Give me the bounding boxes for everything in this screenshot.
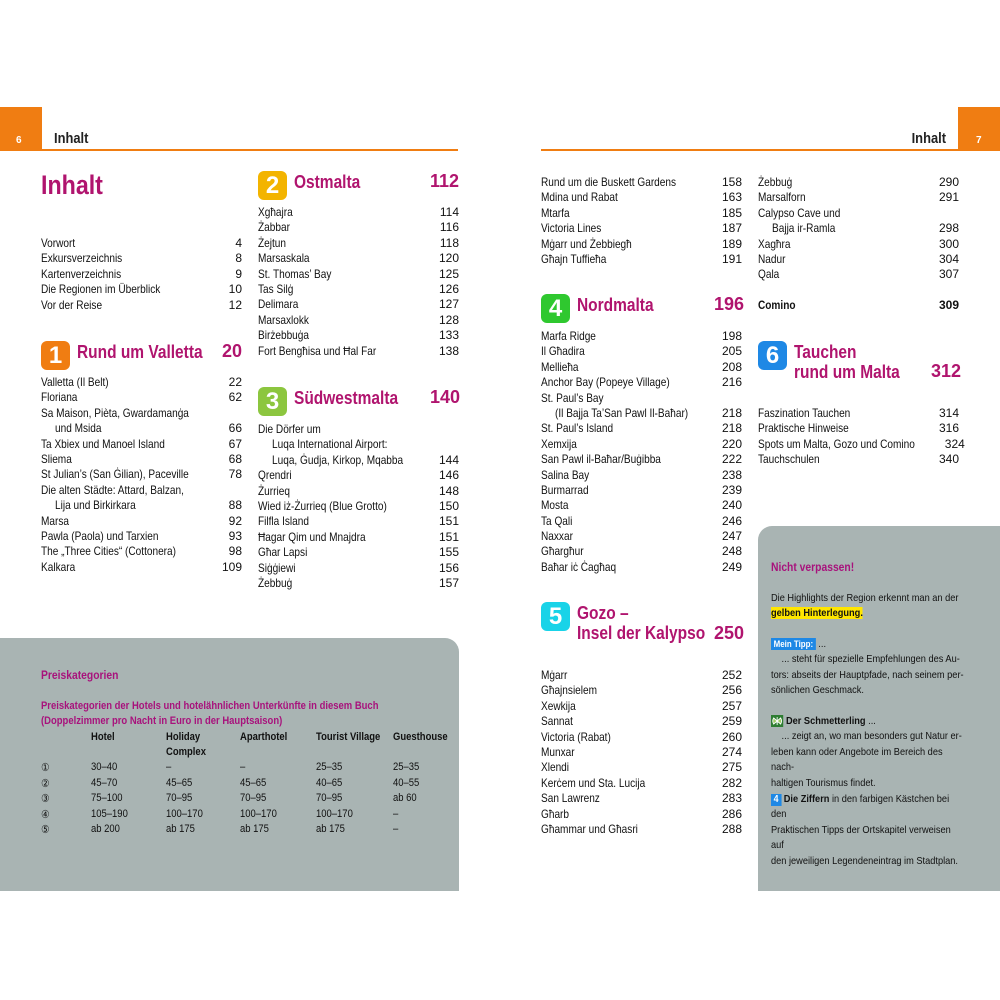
toc-row[interactable]: Filfla Island 151 (258, 514, 459, 529)
toc-row[interactable]: Die Regionen im Überblick 10 (41, 282, 242, 297)
price-col-header: Complex (166, 746, 206, 758)
price-col-header: Guesthouse (393, 731, 448, 743)
toc-row[interactable]: Kerċem und Sta. Lucija 282 (541, 775, 742, 790)
section-6-title: Tauchen rund um Malta (794, 342, 900, 382)
section-1-list (41, 375, 242, 575)
section-3-page: 140 (430, 387, 461, 407)
section-5-heading[interactable] (541, 602, 726, 643)
toc-row[interactable]: Għarb 286 (541, 806, 742, 821)
price-cell: – (240, 761, 246, 773)
toc-row[interactable]: Żebbuġ 157 (258, 575, 459, 590)
toc-row[interactable]: San Lawrenz 283 (541, 791, 742, 806)
right-header-title: Inhalt (911, 130, 946, 147)
toc-row[interactable]: und Msida 66 (55, 421, 242, 436)
toc-row[interactable]: Tas Silġ 126 (258, 281, 459, 296)
tip-ziffern: 4 Die Ziffern in den farbigen Kästchen bei den Praktischen Tipps der Ortskapitel verweisen auf den jeweiligen Legendeneintrag im Stadtplan. (771, 793, 958, 867)
section-1-badge: 1 (41, 341, 70, 370)
price-category: ④ (41, 809, 50, 821)
toc-row[interactable]: Salina Bay 238 (541, 467, 742, 482)
price-cell: 100–170 (240, 808, 277, 820)
section-5-badge: 5 (541, 602, 570, 631)
toc-row-comino[interactable]: Comino 309 (758, 298, 959, 313)
price-cell: 40–65 (316, 777, 343, 789)
toc-row[interactable]: Bajja ir-Ramla 298 (772, 221, 959, 236)
toc-row[interactable]: Rund um die Buskett Gardens 158 (541, 175, 742, 189)
price-cell: ab 175 (316, 823, 345, 835)
section-2-heading[interactable] (258, 171, 371, 200)
section-1-title: Rund um Valletta (77, 342, 203, 362)
section-2-badge: 2 (258, 171, 287, 200)
toc-row[interactable]: Mġarr und Żebbiegħ 189 (541, 236, 742, 251)
toc-row[interactable]: Mtarfa 185 (541, 205, 742, 220)
toc-row[interactable]: Xlendi 275 (541, 760, 742, 775)
toc-row[interactable]: Għargħur 248 (541, 544, 742, 559)
toc-row[interactable]: St. Thomas’ Bay 125 (258, 266, 459, 281)
toc-row[interactable]: Għar Lapsi 155 (258, 545, 459, 560)
section-1-heading[interactable] (41, 341, 223, 370)
price-cell: 100–170 (316, 808, 353, 820)
toc-row[interactable]: St. Paul’s Island 218 (541, 421, 742, 436)
toc-row[interactable]: Vor der Reise 12 (41, 297, 242, 312)
toc-row[interactable]: Mdina und Rabat 163 (541, 190, 742, 205)
tip-highlights: Die Highlights der Region erkennt man an der gelben Hinterlegung. (771, 592, 959, 620)
mein-tipp-icon: Mein Tipp: (771, 638, 816, 650)
section-5-list-continued (758, 175, 959, 314)
price-col-header: Hotel (91, 731, 115, 743)
price-cell: 105–190 (91, 808, 128, 820)
toc-row[interactable]: Burmarrad 239 (541, 482, 742, 497)
toc-row[interactable]: Siġġiewi 156 (258, 560, 459, 575)
toc-row[interactable]: Munxar 274 (541, 744, 742, 759)
tip-box-title: Nicht verpassen! (771, 560, 855, 574)
section-1-page: 20 (222, 341, 243, 361)
toc-row[interactable]: Mellieħa 208 (541, 359, 742, 374)
price-cell: 40–55 (393, 777, 420, 789)
right-header-rule (541, 149, 1000, 151)
toc-row[interactable]: Il Għadira 205 (541, 344, 742, 359)
price-cell: 45–65 (166, 777, 193, 789)
section-3-badge: 3 (258, 387, 287, 416)
toc-row[interactable]: Marfa Ridge 198 (541, 329, 742, 343)
section-3-heading[interactable] (258, 387, 415, 416)
section-4-badge: 4 (541, 294, 570, 323)
price-cell: 75–100 (91, 792, 123, 804)
price-cell: 100–170 (166, 808, 203, 820)
toc-row[interactable]: Nadur 304 (758, 251, 959, 266)
toc-row[interactable]: Delimara 127 (258, 297, 459, 312)
number-box-icon: 4 (771, 794, 781, 806)
section-2-page: 112 (430, 171, 460, 191)
section-4-list (541, 329, 742, 575)
toc-row[interactable]: Qala 307 (758, 267, 959, 282)
price-category: ② (41, 778, 50, 790)
toc-row[interactable]: Marsalforn 291 (758, 190, 959, 205)
toc-row[interactable]: San Pawl il-Baħar/Buġibba 222 (541, 452, 742, 467)
section-3-title: Südwestmalta (294, 388, 399, 408)
section-2-list (258, 205, 459, 359)
price-table (41, 731, 451, 841)
toc-row[interactable]: Mosta 240 (541, 498, 742, 513)
price-cell: – (166, 761, 172, 773)
price-cell: 30–40 (91, 761, 118, 773)
left-page-number: 6 (16, 135, 22, 146)
spacer (758, 283, 959, 298)
toc-row[interactable]: Luqa International Airport: (272, 437, 388, 452)
section-6-page: 312 (931, 361, 962, 381)
toc-row[interactable]: Faszination Tauchen 314 (758, 406, 959, 420)
toc-row[interactable]: Victoria (Rabat) 260 (541, 729, 742, 744)
section-6-badge: 6 (758, 341, 787, 370)
toc-row[interactable]: Żurrieq 148 (258, 483, 459, 498)
price-cell: 70–95 (166, 792, 193, 804)
toc-row[interactable]: Marsaskala 120 (258, 251, 459, 266)
toc-row[interactable]: Ta Qali 246 (541, 513, 742, 528)
toc-row[interactable]: Baħar iċ Ċagħaq 249 (541, 559, 742, 574)
toc-row[interactable]: Ta Xbiex und Manoel Island 67 (41, 436, 242, 451)
highlight-marker: gelben Hinterlegung. (771, 607, 863, 620)
toc-row[interactable]: St Julian’s (San Ġilian), Paceville 78 (41, 467, 242, 482)
price-cell: 45–70 (91, 777, 118, 789)
price-cell: 70–95 (316, 792, 343, 804)
toc-row[interactable]: Mġarr 252 (541, 668, 742, 682)
price-category: ⑤ (41, 824, 50, 836)
toc-row[interactable]: Die alten Städte: Attard, Balzan, (41, 482, 184, 497)
toc-row[interactable]: Xewkija 257 (541, 698, 742, 713)
price-cell: ab 175 (166, 823, 195, 835)
toc-row[interactable]: Spots um Malta, Gozo und Comino 324 (758, 436, 965, 451)
toc-row[interactable]: Żebbuġ 290 (758, 175, 959, 189)
toc-row[interactable]: Kartenverzeichnis 9 (41, 266, 242, 281)
section-6-heading[interactable] (758, 341, 917, 382)
toc-row[interactable]: Anchor Bay (Popeye Village) 216 (541, 375, 742, 390)
section-4-title: Nordmalta (577, 295, 654, 315)
price-cell: 25–35 (316, 761, 343, 773)
toc-row[interactable]: (Il Bajja Ta’San Pawl Il-Baħar) 218 (555, 405, 742, 420)
toc-row[interactable]: Pawla (Paola) und Tarxien 93 (41, 528, 242, 543)
toc-row[interactable]: Naxxar 247 (541, 529, 742, 544)
left-header-rule (0, 149, 458, 151)
toc-row[interactable]: Calypso Cave und (758, 205, 841, 220)
section-2-title: Ostmalta (294, 172, 361, 192)
price-col-header: Aparthotel (240, 731, 288, 743)
toc-row[interactable]: Għajnsielem 256 (541, 683, 742, 698)
section-6-list (758, 406, 965, 468)
toc-row[interactable]: Marsaxlokk 128 (258, 312, 459, 327)
price-category: ① (41, 762, 50, 774)
toc-row[interactable]: Praktische Hinweise 316 (758, 421, 959, 436)
toc-row[interactable]: Floriana 62 (41, 390, 242, 405)
price-cell: – (393, 823, 399, 835)
price-box-title: Preiskategorien (41, 668, 119, 682)
price-col-header: Tourist Village (316, 731, 381, 743)
toc-row[interactable]: Luqa, Ġudja, Kirkop, Mqabba 144 (272, 452, 459, 467)
left-header-title: Inhalt (54, 130, 89, 147)
section-5-title: Gozo – Insel der Kalypso (577, 603, 706, 643)
section-3-list-continued (541, 175, 742, 267)
price-box-subtitle: Preiskategorien der Hotels und hotelähnlichen Unterkünfte in diesem Buch (Doppelzimmer pro Nacht in Euro in der Hauptsaison) (41, 700, 379, 728)
toc-row[interactable]: Tauchschulen 340 (758, 452, 959, 467)
price-cell: ab 200 (91, 823, 120, 835)
section-4-page: 196 (714, 294, 745, 314)
toc-row[interactable]: Qrendri 146 (258, 468, 459, 483)
toc-row[interactable]: Għajn Tuffieħa 191 (541, 251, 742, 266)
section-3-list (258, 422, 459, 591)
toc-row[interactable]: Żejtun 118 (258, 235, 459, 250)
main-title: Inhalt (41, 170, 103, 200)
toc-row[interactable]: Victoria Lines 187 (541, 221, 742, 236)
price-cell: 70–95 (240, 792, 267, 804)
toc-row[interactable]: Sa Maison, Pièta, Gwardamanġa (41, 405, 189, 420)
price-col-header: Holiday (166, 731, 201, 743)
toc-row[interactable]: Għammar und Għasri 288 (541, 821, 742, 836)
toc-row[interactable]: Valletta (Il Belt) 22 (41, 375, 242, 389)
toc-row[interactable]: Żabbar 116 (258, 220, 459, 235)
toc-row[interactable]: Lija und Birkirkara 88 (55, 498, 242, 513)
toc-row[interactable]: Birżebbuġa 133 (258, 328, 459, 343)
toc-row[interactable]: Kalkara 109 (41, 559, 242, 574)
tip-mein-tipp: Mein Tipp: ... ... steht für spezielle Empfehlungen des Au- tors: abseits der Hauptpfade, nach seinem per- sönlichen Geschmack. (771, 638, 964, 697)
toc-row[interactable]: Die Dörfer um (258, 422, 321, 436)
toc-row[interactable]: Vorwort 4 (41, 236, 242, 250)
toc-row[interactable]: Wied iż-Żurrieq (Blue Grotto) 150 (258, 498, 459, 513)
toc-row[interactable]: Exkursverzeichnis 8 (41, 251, 242, 266)
section-4-heading[interactable] (541, 294, 666, 323)
price-cell: – (393, 808, 399, 820)
toc-row[interactable]: Sliema 68 (41, 451, 242, 466)
intro-list (41, 236, 242, 313)
section-5-list (541, 668, 742, 837)
price-cell: ab 175 (240, 823, 269, 835)
toc-row[interactable]: Ħagar Qim und Mnajdra 151 (258, 529, 459, 544)
right-page-number: 7 (976, 135, 982, 146)
butterfly-icon (771, 715, 783, 727)
toc-row[interactable]: The „Three Cities“ (Cottonera) 98 (41, 544, 242, 559)
toc-row[interactable]: Xgħajra 114 (258, 205, 459, 219)
price-cell: 25–35 (393, 761, 420, 773)
toc-row[interactable]: Xemxija 220 (541, 436, 742, 451)
toc-row[interactable]: St. Paul’s Bay (541, 390, 604, 405)
toc-row[interactable]: Xagħra 300 (758, 236, 959, 251)
price-cell: ab 60 (393, 792, 417, 804)
toc-row[interactable]: Sannat 259 (541, 714, 742, 729)
price-category: ③ (41, 793, 50, 805)
toc-row[interactable]: Fort Bengħisa und Ħal Far 138 (258, 343, 459, 358)
tip-schmetterling: Der Schmetterling ... ... zeigt an, wo man besonders gut Natur er- leben kann oder Angebote im Bereich des nach- haltigen Tourismus findet. (771, 715, 962, 789)
section-5-page: 250 (714, 623, 745, 643)
toc-row[interactable]: Marsa 92 (41, 513, 242, 528)
price-cell: 45–65 (240, 777, 267, 789)
